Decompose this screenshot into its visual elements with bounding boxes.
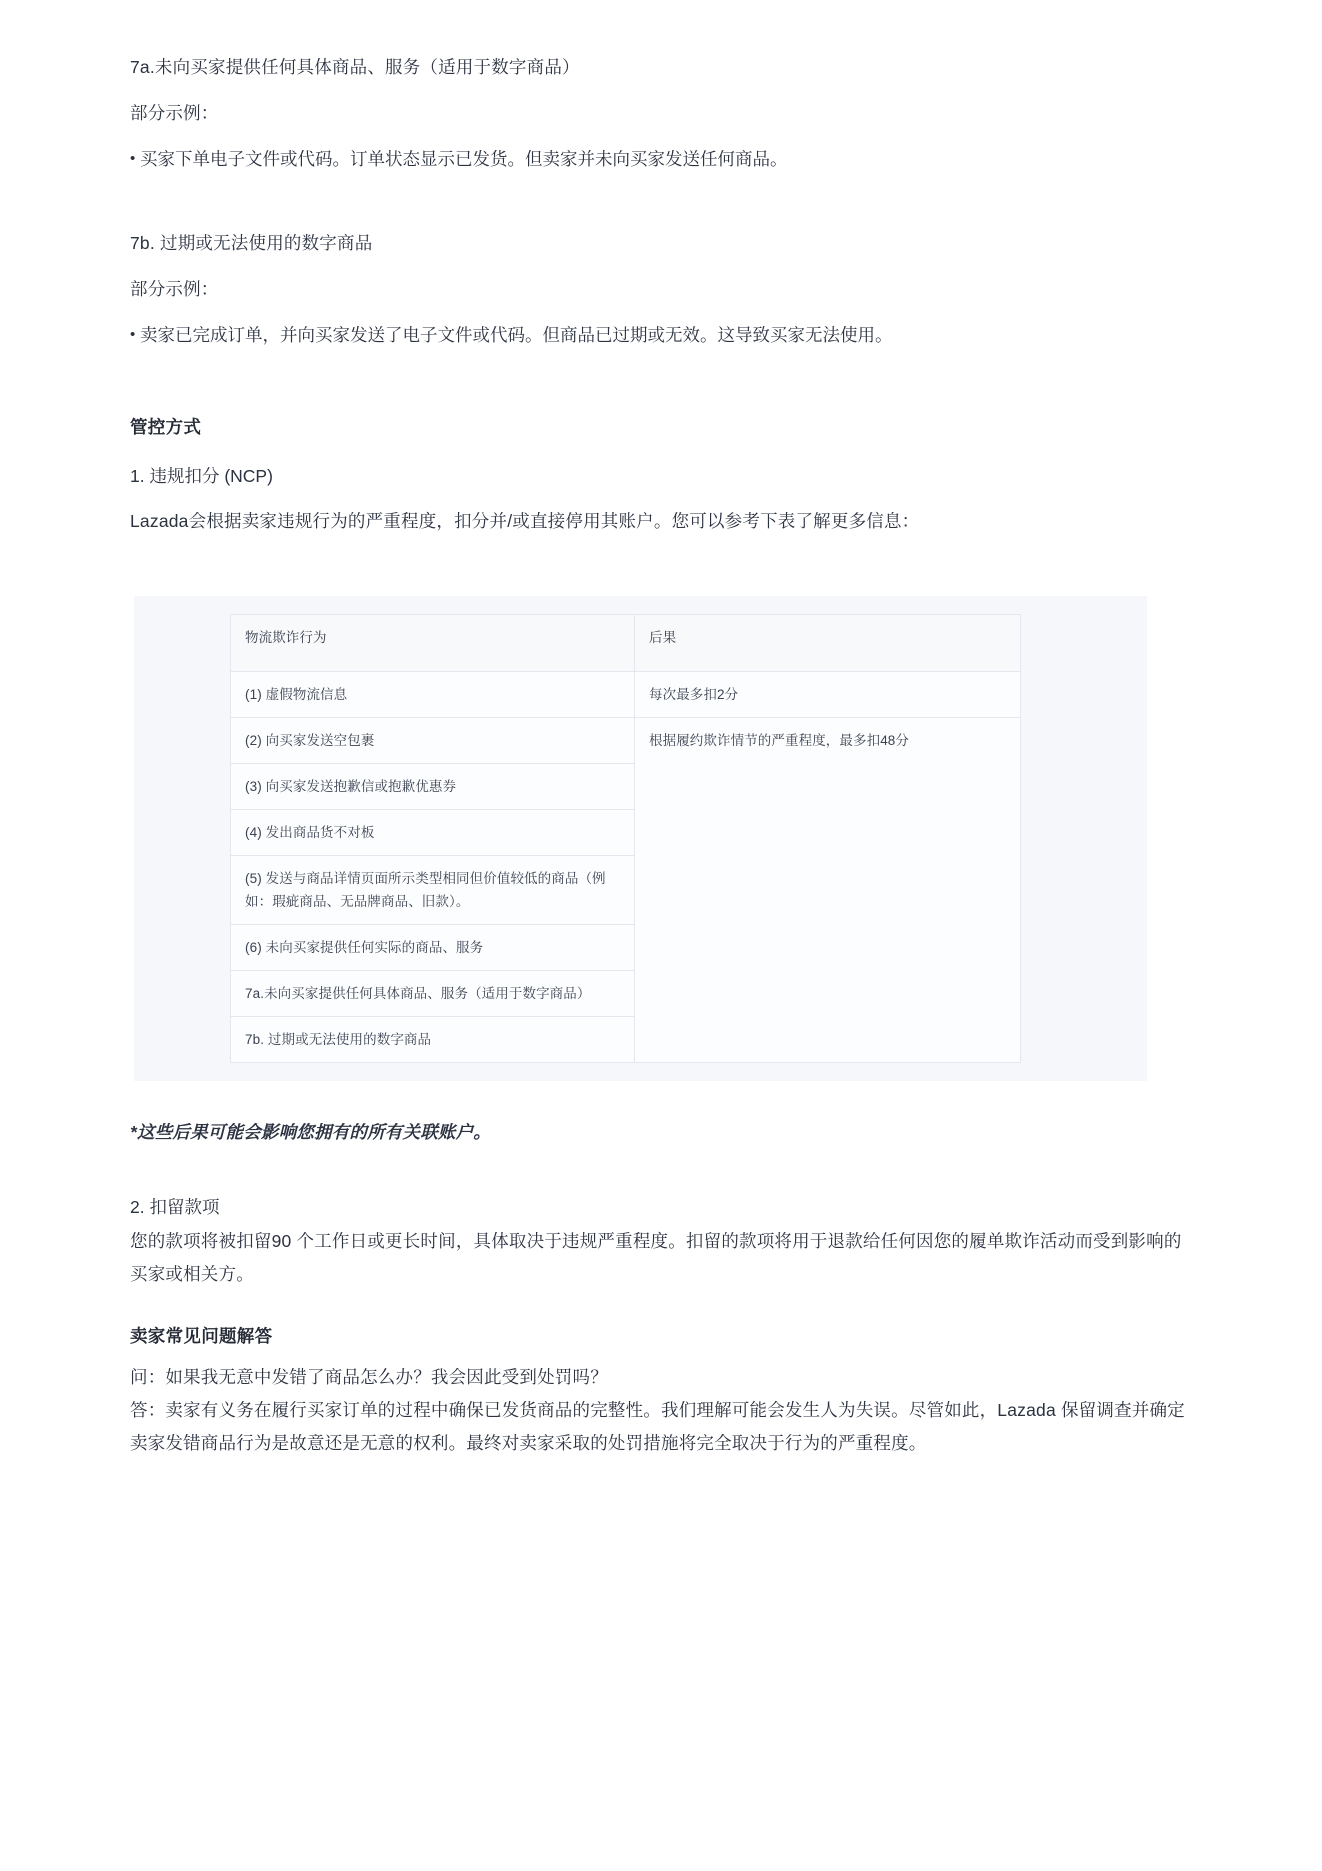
spacer [130, 308, 1195, 316]
spacer [130, 262, 1195, 270]
cell-consequence: 每次最多扣2分 [635, 672, 1021, 718]
faq-heading: 卖家常见问题解答 [130, 1326, 273, 1346]
bullet-text: 卖家已完成订单，并向买家发送了电子文件或代码。但商品已过期或无效。这导致买家无法使用。 [140, 325, 893, 345]
bullet-dot-icon: • [130, 326, 136, 343]
ncp-title: 1. 违规扣分 (NCP) [130, 466, 273, 486]
section-7a-examples-label: 部分示例： [130, 103, 219, 123]
spacer [130, 1291, 1195, 1319]
cell-consequence-merged: 根据履约欺诈情节的严重程度，最多扣48分 [635, 718, 1021, 1063]
withheld-funds-title: 2. 扣留款项 [130, 1197, 220, 1217]
cell-behavior: 7b. 过期或无法使用的数字商品 [231, 1017, 635, 1063]
ncp-table-panel [134, 596, 1147, 1081]
bullet-text: 买家下单电子文件或代码。订单状态显示已发货。但卖家并未向买家发送任何商品。 [140, 149, 788, 169]
cell-behavior: (1) 虚假物流信息 [231, 672, 635, 718]
spacer [130, 1149, 1195, 1189]
section-7b-bullet-1 [130, 316, 1195, 354]
ncp-footnote: *这些后果可能会影响您拥有的所有关联账户。 [130, 1122, 492, 1142]
section-7b-examples-label: 部分示例： [130, 279, 219, 299]
column-header-behavior: 物流欺诈行为 [231, 615, 635, 672]
control-measures-heading: 管控方式 [130, 417, 202, 437]
spacer [130, 86, 1195, 94]
spacer [130, 540, 1195, 596]
faq-answer: 答：卖家有义务在履行买家订单的过程中确保已发货商品的完整性。我们理解可能会发生人为失误。尽管如此，Lazada 保留调查并确定卖家发错商品行为是故意还是无意的权利。最终对卖家采取的处罚措施将完全取决于行为的严重程度。 [130, 1400, 1185, 1453]
cell-behavior: (5) 发送与商品详情页面所示类型相同但价值较低的商品（例如：瑕疵商品、无品牌商品、旧款）。 [231, 856, 635, 925]
spacer [130, 354, 1195, 410]
spacer [130, 132, 1195, 140]
table-row [231, 718, 1021, 764]
spacer [130, 444, 1195, 458]
cell-behavior: (4) 发出商品货不对板 [231, 810, 635, 856]
spacer [130, 494, 1195, 502]
spacer [130, 178, 1195, 224]
faq-question: 问：如果我无意中发错了商品怎么办？我会因此受到处罚吗？ [130, 1367, 608, 1387]
section-7a-bullet-1 [130, 140, 1195, 178]
cell-behavior: (3) 向买家发送抱歉信或抱歉优惠券 [231, 764, 635, 810]
spacer [130, 1353, 1195, 1361]
ncp-body: Lazada会根据卖家违规行为的严重程度，扣分并/或直接停用其账户。您可以参考下表了解更多信息： [130, 511, 920, 531]
table-header-row [231, 615, 1021, 672]
table-row [231, 672, 1021, 718]
section-7a-title: 7a.未向买家提供任何具体商品、服务（适用于数字商品） [130, 57, 580, 77]
ncp-table [230, 614, 1021, 1063]
withheld-funds-body: 您的款项将被扣留90 个工作日或更长时间，具体取决于违规严重程度。扣留的款项将用于退款给任何因您的履单欺诈活动而受到影响的买家或相关方。 [130, 1231, 1182, 1284]
cell-behavior: (6) 未向买家提供任何实际的商品、服务 [231, 925, 635, 971]
section-7b-title: 7b. 过期或无法使用的数字商品 [130, 233, 373, 253]
cell-behavior: 7a.未向买家提供任何具体商品、服务（适用于数字商品） [231, 971, 635, 1017]
spacer [130, 1081, 1195, 1115]
column-header-consequence: 后果 [635, 615, 1021, 672]
cell-behavior: (2) 向买家发送空包裹 [231, 718, 635, 764]
bullet-dot-icon: • [130, 150, 136, 167]
document-content [130, 48, 1195, 1460]
